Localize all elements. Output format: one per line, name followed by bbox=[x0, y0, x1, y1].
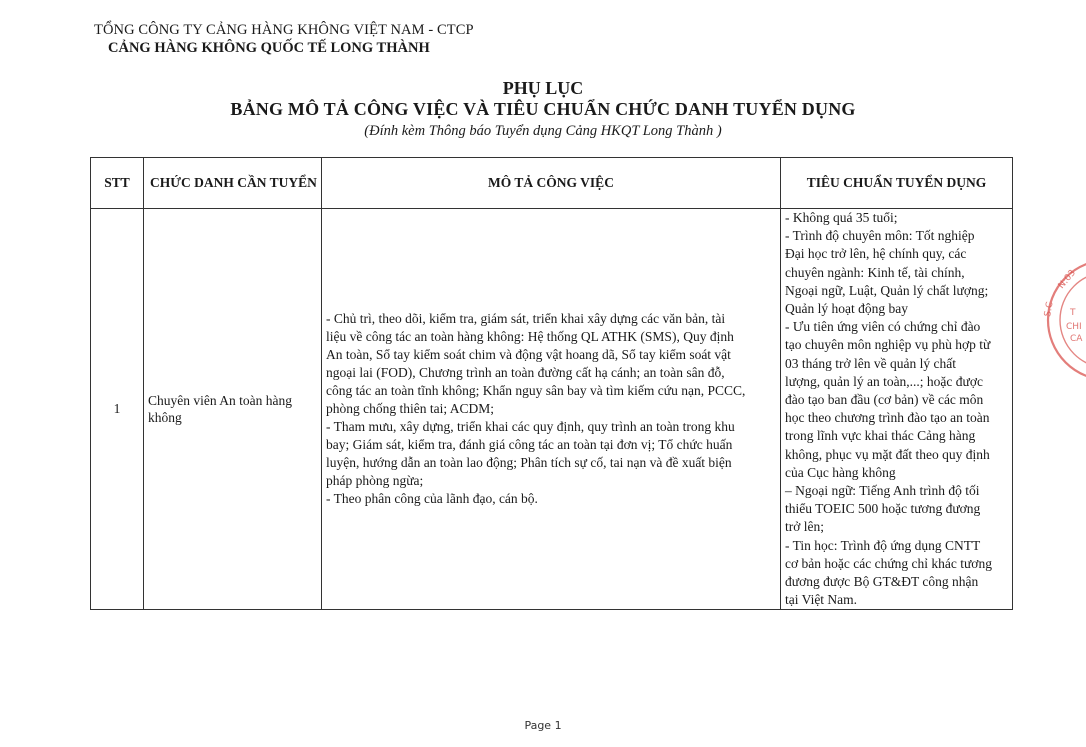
description-line: luyện, hướng dẫn an toàn lao động; Phân tích sự cố, tai nạn và đề xuất biện bbox=[326, 455, 732, 471]
document-title-block bbox=[0, 78, 1086, 142]
description-line: phòng chống thiên tai; ACDM; bbox=[326, 401, 494, 417]
requirement-line: Ngoại ngữ, Luật, Quản lý chất lượng; bbox=[785, 282, 989, 298]
description-line: - Theo phân công của lãnh đạo, cán bộ. bbox=[326, 491, 538, 507]
column-header-stt: STT bbox=[91, 158, 144, 209]
position-line: không bbox=[148, 410, 182, 426]
description-line: - Chủ trì, theo dõi, kiểm tra, giám sát, triển khai xây dựng các văn bản, tài bbox=[326, 311, 726, 327]
requirement-line: học theo chương trình đào tạo an toàn bbox=[785, 410, 990, 426]
svg-text:CA: CA bbox=[1070, 334, 1083, 344]
row-stt: 1 bbox=[91, 209, 144, 610]
description-line: pháp phòng ngừa; bbox=[326, 473, 424, 489]
page-number: Page 1 bbox=[524, 719, 562, 732]
requirement-line: của Cục hàng không bbox=[785, 464, 896, 480]
table-title: BẢNG MÔ TẢ CÔNG VIỆC VÀ TIÊU CHUẨN CHỨC DANH TUYỂN DỤNG bbox=[230, 99, 856, 119]
svg-text:S.C: S.C bbox=[1043, 301, 1056, 318]
requirement-line: không, phục vụ mặt đất theo quy định bbox=[785, 446, 990, 462]
issuer-airport: CẢNG HÀNG KHÔNG QUỐC TẾ LONG THÀNH bbox=[108, 40, 430, 56]
requirement-line: 03 tháng trở lên về quản lý chất bbox=[785, 355, 956, 371]
requirement-line: - Trình độ chuyên môn: Tốt nghiệp bbox=[785, 228, 975, 244]
requirement-line: chuyên ngành: Kinh tế, tài chính, bbox=[785, 264, 965, 280]
requirement-line: - Tin học: Trình độ ứng dụng CNTT bbox=[785, 537, 981, 553]
requirement-line: trong lĩnh vực khai thác Cảng hàng bbox=[785, 428, 976, 444]
row-description bbox=[322, 209, 781, 610]
requirement-line: trở lên; bbox=[785, 519, 825, 535]
requirement-line: đào tạo ban đầu (cơ bản) về các môn bbox=[785, 392, 984, 408]
requirement-line: thiểu TOEIC 500 hoặc tương đương bbox=[785, 501, 981, 517]
description-line: liệu về công tác an toàn hàng không: Hệ thống QL ATHK (SMS), Quy định bbox=[326, 329, 734, 345]
description-line: An toàn, Sổ tay kiểm soát chim và động vật hoang dã, Sổ tay kiểm soát vật bbox=[326, 347, 731, 363]
column-header-requirements: TIÊU CHUẨN TUYỂN DỤNG bbox=[781, 158, 1013, 209]
column-header-position: CHỨC DANH CẦN TUYỂN bbox=[144, 158, 322, 209]
table-row bbox=[91, 209, 1013, 610]
requirement-line: - Ưu tiên ứng viên có chứng chỉ đào bbox=[785, 319, 981, 335]
svg-text:N:03: N:03 bbox=[1056, 268, 1078, 291]
requirement-line: tạo chuyên môn nghiệp vụ phù hợp từ bbox=[785, 337, 991, 353]
description-line: bay; Giám sát, kiểm tra, đánh giá công tác an toàn tại đơn vị; Tổ chức huấn bbox=[326, 437, 733, 453]
table-header-row bbox=[91, 158, 1013, 209]
requirement-line: Quản lý hoạt động bay bbox=[785, 301, 908, 317]
svg-text:CHI: CHI bbox=[1066, 322, 1082, 332]
position-line: Chuyên viên An toàn hàng bbox=[148, 393, 292, 409]
description-line: - Tham mưu, xây dựng, triển khai các quy định, quy trình an toàn trong khu bbox=[326, 419, 735, 435]
issuer-company: TỔNG CÔNG TY CẢNG HÀNG KHÔNG VIỆT NAM - CTCP bbox=[94, 22, 474, 38]
requirement-line: - Không quá 35 tuổi; bbox=[785, 210, 898, 225]
svg-text:T: T bbox=[1070, 308, 1076, 318]
job-description-table bbox=[90, 157, 1013, 610]
attachment-note: (Đính kèm Thông báo Tuyển dụng Cảng HKQT Long Thành ) bbox=[364, 123, 722, 139]
appendix-title: PHỤ LỤC bbox=[502, 78, 584, 98]
requirement-line: Đại học trở lên, hệ chính quy, các bbox=[785, 246, 967, 262]
requirement-line: tại Việt Nam. bbox=[785, 592, 858, 608]
description-line: ngoại lai (FOD), Chương trình an toàn đường cất hạ cánh; an toàn sân đỗ, bbox=[326, 365, 725, 381]
row-position bbox=[144, 209, 322, 610]
requirement-line: – Ngoại ngữ: Tiếng Anh trình độ tối bbox=[785, 483, 980, 499]
company-seal bbox=[1040, 255, 1086, 385]
column-header-description: MÔ TẢ CÔNG VIỆC bbox=[322, 158, 781, 209]
row-requirements bbox=[781, 209, 1013, 610]
requirement-line: cơ bản hoặc các chứng chỉ khác tương bbox=[785, 555, 992, 571]
requirement-line: lượng, quản lý an toàn,...; hoặc được bbox=[785, 373, 983, 389]
description-line: công tác an toàn tĩnh không; Khẩn nguy sân bay và tìm kiếm cứu nạn, PCCC, bbox=[326, 383, 746, 399]
requirement-line: đương được Bộ GT&ĐT công nhận bbox=[785, 574, 979, 590]
